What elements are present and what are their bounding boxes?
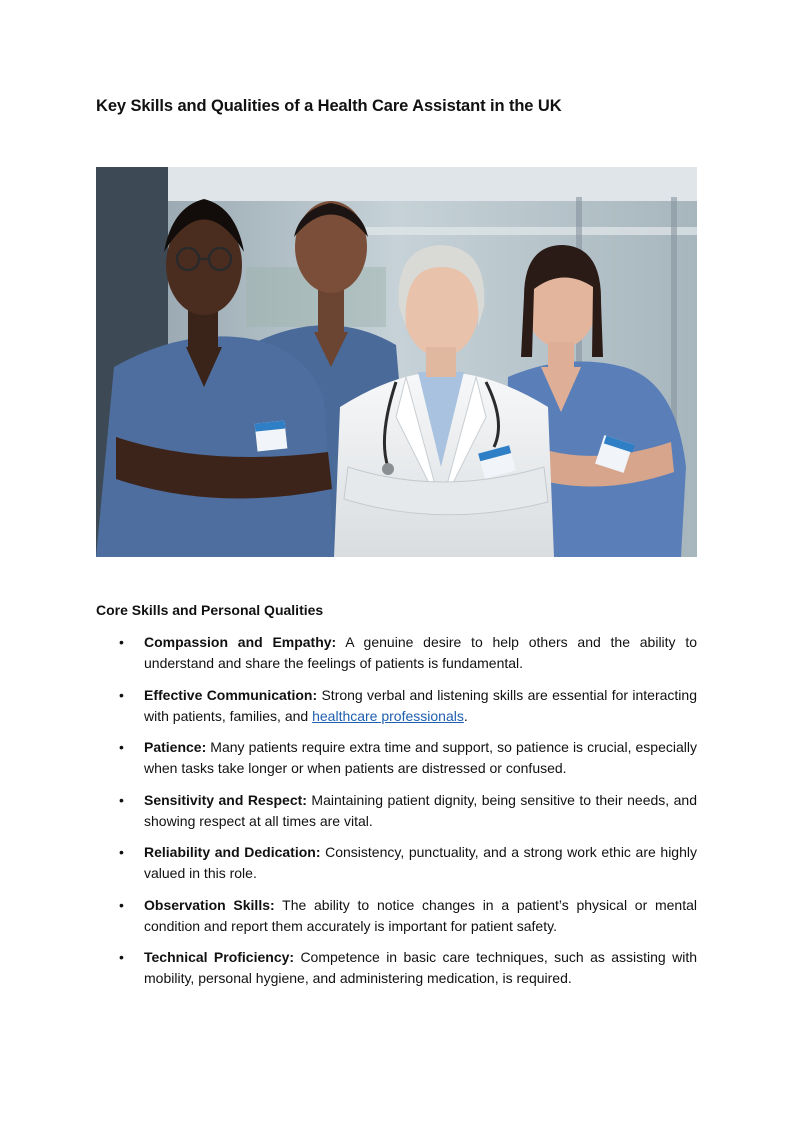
item-text: A genuine desire to help others and the ability to understand and share the feelings of patients is fundamental. <box>144 634 698 671</box>
list-item <box>119 842 697 884</box>
item-text: Maintaining patient dignity, being sensitive to their needs, and showing respect at all times are vital. <box>144 791 697 829</box>
item-term: Observation Skills: <box>144 896 275 913</box>
item-term: Effective Communication: <box>144 686 318 703</box>
list-item <box>119 947 697 989</box>
item-text-end: . <box>463 707 468 724</box>
bullet-icon: • <box>119 844 124 860</box>
section-heading: Core Skills and Personal Qualities <box>96 602 324 618</box>
list-item <box>119 632 698 674</box>
item-term: Sensitivity and Respect: <box>144 791 307 808</box>
item-text: Consistency, punctuality, and a strong work ethic are highly valued in this role. <box>144 844 697 881</box>
item-term: Technical Proficiency: <box>144 949 295 965</box>
list-item <box>119 895 697 937</box>
bullet-icon: • <box>119 739 124 755</box>
healthcare-team-photo <box>96 167 697 557</box>
photo-illustration <box>96 167 697 557</box>
list-item <box>119 737 697 779</box>
item-term: Patience: <box>144 739 207 755</box>
item-text: Competence in basic care techniques, such as assisting with mobility, personal hygiene, and administering medication, is required. <box>144 949 697 986</box>
bullet-icon: • <box>119 686 124 703</box>
list-item <box>119 790 697 832</box>
bullet-icon: • <box>119 791 124 808</box>
list-item <box>119 685 697 727</box>
healthcare-professionals-link[interactable]: healthcare professionals <box>312 707 464 724</box>
bullet-icon: • <box>119 949 124 965</box>
document-title: Key Skills and Qualities of a Health Care Assistant in the UK <box>96 97 562 115</box>
bullet-icon: • <box>119 896 124 913</box>
item-term: Reliability and Dedication: <box>144 844 321 860</box>
item-term: Compassion and Empathy: <box>144 634 337 650</box>
item-text: Strong verbal and listening skills are essential for interacting with patients, families, and <box>144 686 697 724</box>
item-text: The ability to notice changes in a patient’s physical or mental condition and report them accurately is important for patient safety. <box>144 896 697 934</box>
item-text: Many patients require extra time and support, so patience is crucial, especially when tasks take longer or when patients are distressed or confused. <box>144 739 697 776</box>
skills-list <box>119 632 698 1000</box>
bullet-icon: • <box>119 634 124 650</box>
